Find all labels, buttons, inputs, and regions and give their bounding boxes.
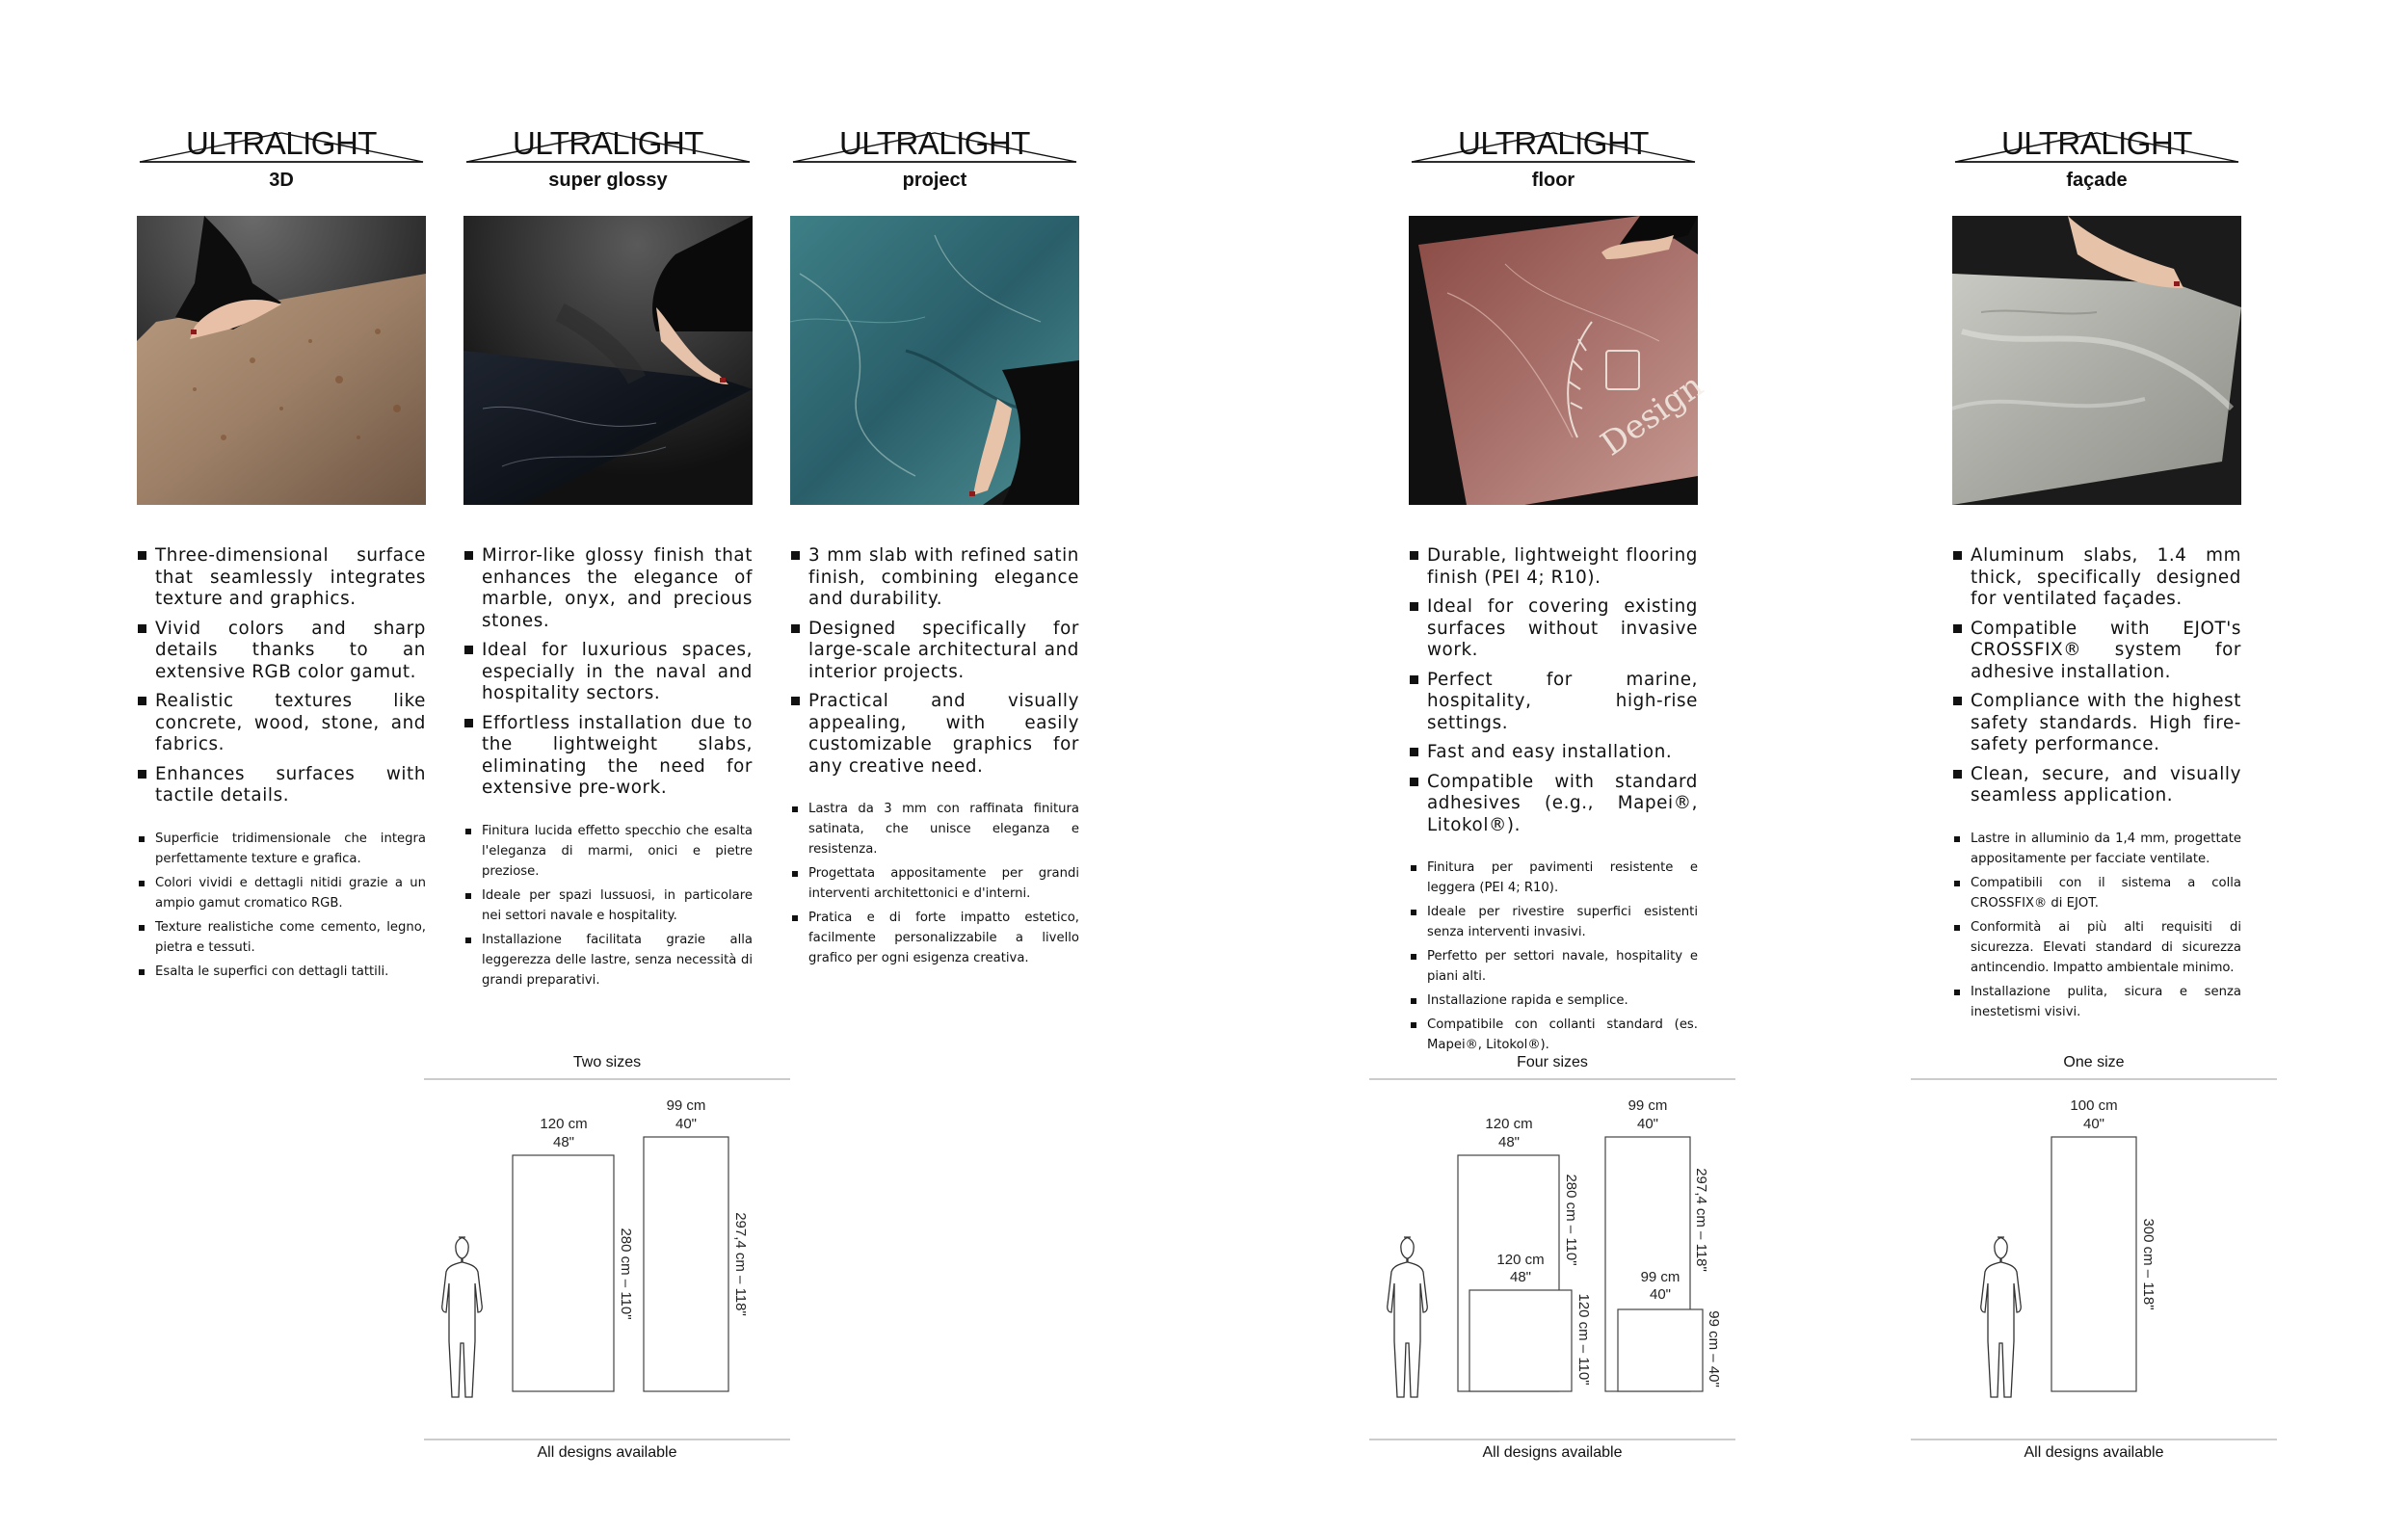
feature-item: Compatibile con collanti standard (es. Mapei®, Litokol®). — [1409, 1015, 1698, 1055]
feature-item: 3 mm slab with refined satin finish, combining elegance and durability. — [790, 545, 1079, 611]
product-photo — [137, 216, 426, 505]
feature-item: Realistic textures like concrete, wood, stone, and fabrics. — [137, 691, 426, 756]
dim-height: 280 cm – 110" — [618, 1228, 634, 1320]
dim-height: 297,4 cm – 118" — [1693, 1168, 1709, 1272]
slab-outline — [644, 1137, 728, 1391]
ultralight-logo — [137, 123, 426, 164]
dim-width-inches: 48" — [1509, 1269, 1532, 1285]
feature-item: Ideale per spazi lussuosi, in particolare nei settori navale e hospitality. — [463, 885, 753, 926]
ultralight-logo — [1952, 123, 2241, 164]
feature-item: Practical and visually appealing, with easily customizable graphics for any creative need. — [790, 691, 1079, 778]
dim-width-inches: 40" — [675, 1116, 698, 1132]
dim-height: 99 cm – 40" — [1706, 1310, 1722, 1387]
feature-item: Aluminum slabs, 1.4 mm thick, specifically designed for ventilated façades. — [1952, 545, 2241, 611]
dim-width: 99 cm — [1640, 1269, 1680, 1285]
brand-wordmark: ULTRALIGHT — [513, 125, 703, 161]
size-diagram-title: Two sizes — [572, 1054, 642, 1070]
brand-wordmark: ULTRALIGHT — [1458, 125, 1649, 161]
person-silhouette-icon — [1388, 1237, 1428, 1397]
dim-width-inches: 40" — [2082, 1116, 2105, 1132]
slab-outline — [2051, 1137, 2136, 1391]
dim-height: 120 cm – 110" — [1575, 1293, 1592, 1386]
product-column-facade — [1952, 123, 2241, 1026]
size-diagram-title: One size — [2063, 1054, 2125, 1070]
feature-item: Finitura per pavimenti resistente e leggera (PEI 4; R10). — [1409, 858, 1698, 898]
product-photo — [1952, 216, 2241, 505]
brand-wordmark: ULTRALIGHT — [186, 125, 377, 161]
features-it — [1952, 829, 2241, 1022]
feature-item: Superficie tridimensionale che integra perfettamente texture e grafica. — [137, 829, 426, 869]
size-diagram-two-sizes — [424, 1054, 790, 1468]
feature-item: Compliance with the highest safety standards. High fire-safety performance. — [1952, 691, 2241, 756]
size-diagram-footer: All designs available — [2024, 1444, 2164, 1461]
product-subtitle: super glossy — [548, 170, 668, 191]
product-subtitle: façade — [2066, 170, 2128, 191]
product-subtitle: 3D — [269, 170, 294, 191]
dim-width-inches: 40" — [1649, 1286, 1672, 1303]
feature-item: Installazione facilitata grazie alla leggerezza delle lastre, senza necessità di grandi preparativi. — [463, 930, 753, 991]
feature-item: Texture realistiche come cemento, legno, pietra e tessuti. — [137, 917, 426, 958]
feature-item: Fast and easy installation. — [1409, 742, 1698, 764]
hand-holding-decorated-floor-slab-icon — [1409, 216, 1710, 505]
size-diagram-four-sizes — [1369, 1054, 1735, 1468]
feature-item: Progettata appositamente per grandi interventi architettonici e d'interni. — [790, 863, 1079, 904]
size-diagram-title: Four sizes — [1517, 1054, 1588, 1070]
dim-width: 99 cm — [666, 1097, 706, 1114]
dim-width: 100 cm — [2070, 1097, 2118, 1114]
feature-item: Lastre in alluminio da 1,4 mm, progettate appositamente per facciate ventilate. — [1952, 829, 2241, 869]
slab-outline — [1618, 1309, 1703, 1391]
brand-wordmark: ULTRALIGHT — [839, 125, 1030, 161]
product-column-floor — [1409, 123, 1710, 1059]
feature-item: Durable, lightweight flooring finish (PEI 4; R10). — [1409, 545, 1698, 589]
ultralight-logo — [790, 123, 1079, 164]
size-diagram-footer: All designs available — [1482, 1444, 1623, 1461]
feature-item: Ideale per rivestire superfici esistenti senza interventi invasivi. — [1409, 902, 1698, 942]
feature-item: Pratica e di forte impatto estetico, facilmente personalizzabile a livello grafico per ogni esigenza creativa. — [790, 908, 1079, 968]
feature-item: Colori vividi e dettagli nitidi grazie a un ampio gamut cromatico RGB. — [137, 873, 426, 913]
features-en — [463, 545, 753, 800]
brand-wordmark: ULTRALIGHT — [2001, 125, 2192, 161]
feature-item: Conformità ai più alti requisiti di sicurezza. Elevati standard di sicurezza antincendio. Impatto ambientale minimo. — [1952, 917, 2241, 978]
svg-text:Design: Design — [1594, 366, 1710, 464]
feature-item: Vivid colors and sharp details thanks to an extensive RGB color gamut. — [137, 619, 426, 684]
person-silhouette-icon — [442, 1237, 483, 1397]
feature-item: Perfect for marine, hospitality, high-rise settings. — [1409, 670, 1698, 735]
dim-width: 99 cm — [1627, 1097, 1668, 1114]
features-it — [137, 829, 426, 982]
feature-item: Installazione rapida e semplice. — [1409, 991, 1698, 1011]
feature-item: Perfetto per settori navale, hospitality e piani alti. — [1409, 946, 1698, 987]
feature-item: Compatible with EJOT's CROSSFIX® system for adhesive installation. — [1952, 619, 2241, 684]
features-en — [137, 545, 426, 807]
features-en — [1409, 545, 1698, 836]
dim-width: 120 cm — [1496, 1252, 1545, 1268]
feature-item: Clean, secure, and visually seamless application. — [1952, 764, 2241, 807]
product-column-super-glossy — [463, 123, 753, 994]
feature-item: Compatible with standard adhesives (e.g., Mapei®, Litokol®). — [1409, 772, 1698, 837]
feature-item: Ideal for covering existing surfaces without invasive work. — [1409, 596, 1698, 662]
feature-item: Enhances surfaces with tactile details. — [137, 764, 426, 807]
features-it — [463, 821, 753, 991]
product-photo — [463, 216, 753, 505]
size-diagram-one-size — [1911, 1054, 2277, 1468]
person-silhouette-icon — [1981, 1237, 2022, 1397]
feature-item: Installazione pulita, sicura e senza inestetismi visivi. — [1952, 982, 2241, 1022]
hand-holding-black-marble-slab-icon — [463, 216, 753, 505]
feature-item: Compatibili con il sistema a colla CROSSFIX® di EJOT. — [1952, 873, 2241, 913]
dim-width-inches: 40" — [1636, 1116, 1659, 1132]
dim-height: 297,4 cm – 118" — [732, 1212, 749, 1316]
product-column-3d — [137, 123, 426, 986]
dim-height: 280 cm – 110" — [1563, 1174, 1579, 1266]
product-column-project — [790, 123, 1079, 972]
feature-item: Designed specifically for large-scale architectural and interior projects. — [790, 619, 1079, 684]
feature-item: Ideal for luxurious spaces, especially in the naval and hospitality sectors. — [463, 640, 753, 705]
product-photo — [1409, 216, 1710, 505]
ultralight-logo — [1409, 123, 1698, 164]
feature-item: Esalta le superfici con dettagli tattili. — [137, 962, 426, 982]
feature-item: Finitura lucida effetto specchio che esalta l'eleganza di marmi, onici e pietre preziose. — [463, 821, 753, 882]
features-it — [790, 799, 1079, 968]
dim-height: 300 cm – 118" — [2140, 1218, 2157, 1310]
dim-width: 120 cm — [1485, 1116, 1533, 1132]
feature-item: Mirror-like glossy finish that enhances the elegance of marble, onyx, and precious stones. — [463, 545, 753, 632]
hand-holding-rust-slab-icon — [137, 216, 426, 505]
dim-width: 120 cm — [540, 1116, 588, 1132]
features-en — [1952, 545, 2241, 807]
product-photo — [790, 216, 1079, 505]
feature-item: Effortless installation due to the lightweight slabs, eliminating the need for extensive pre-work. — [463, 713, 753, 800]
product-subtitle: floor — [1531, 170, 1575, 191]
dim-width-inches: 48" — [552, 1134, 575, 1150]
slab-outline — [1469, 1290, 1572, 1391]
slab-outline — [513, 1155, 614, 1391]
ultralight-logo — [463, 123, 753, 164]
hand-holding-teal-stone-slab-icon — [790, 216, 1079, 505]
features-en — [790, 545, 1079, 778]
hand-holding-grey-stone-slab-icon — [1952, 216, 2241, 505]
features-it — [1409, 858, 1698, 1055]
feature-item: Three-dimensional surface that seamlessly integrates texture and graphics. — [137, 545, 426, 611]
feature-item: Lastra da 3 mm con raffinata finitura satinata, che unisce eleganza e resistenza. — [790, 799, 1079, 859]
dim-width-inches: 48" — [1497, 1134, 1521, 1150]
product-subtitle: project — [902, 170, 967, 191]
size-diagram-footer: All designs available — [537, 1444, 677, 1461]
